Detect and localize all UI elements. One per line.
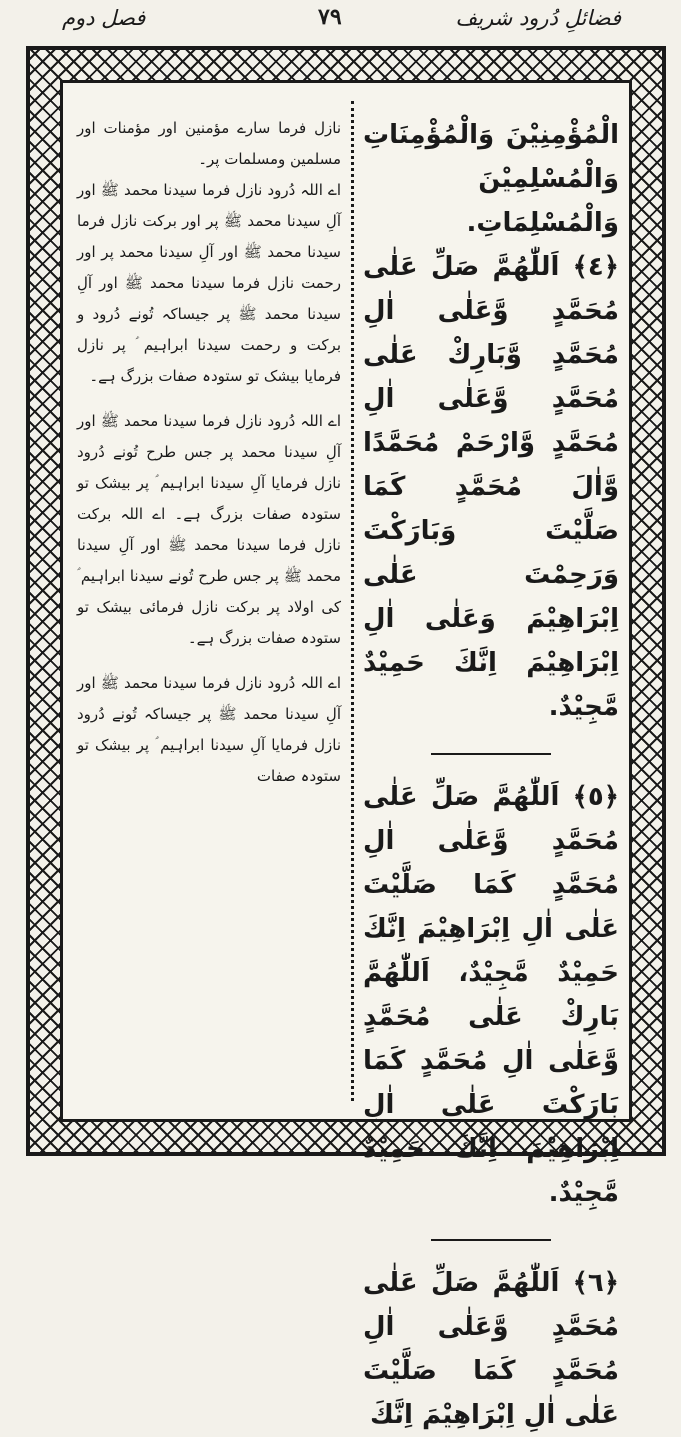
section-separator: [431, 753, 551, 755]
urdu-translation-column: [77, 113, 341, 1107]
chapter-label: فصل دوم: [62, 6, 146, 30]
text-area: [60, 80, 632, 1430]
arabic-paragraph-3: ﴿٥﴾ اَللّٰهُمَّ صَلِّ عَلٰى مُحَمَّدٍ وَّعَلٰى اٰلِ مُحَمَّدٍ كَمَا صَلَّيْتَ عَلٰى اٰلِ اِبْرَاهِيْمَ اِنَّكَ حَمِيْدٌ مَّجِيْدٌ، اَللّٰهُمَّ بَارِكْ عَلٰى مُحَمَّدٍ وَّعَلٰى اٰلِ مُحَمَّدٍ كَمَا بَارَكْتَ عَلٰى اٰلِ اِبْرَاهِيْمَ اِنَّكَ حَمِيْدٌ مَّجِيْدٌ.: [363, 782, 619, 1208]
arabic-column: [363, 113, 619, 1430]
arabic-paragraph-4: ﴿٦﴾ اَللّٰهُمَّ صَلِّ عَلٰى مُحَمَّدٍ وَّعَلٰى اٰلِ مُحَمَّدٍ كَمَا صَلَّيْتَ عَلٰى اٰلِ اِبْرَاهِيْمَ اِنَّكَ: [363, 1268, 619, 1430]
urdu-paragraph-3: اے اللہ دُرود نازل فرما سیدنا محمد ﷺ اور آلِ سیدنا محمد پر جس طرح تُونے دُرود نازل فرمایا آلِ سیدنا ابراہیم ؑ پر بیشک تو ستودہ صفات بزرگ ہے۔ اے اللہ برکت نازل فرما سیدنا محمد ﷺ اور آلِ سیدنا محمد ﷺ پر جس طرح تُونے سیدنا ابراہیم ؑ کی اولاد پر برکت نازل فرمائی بیشک تو ستودہ صفات بزرگ ہے۔: [77, 412, 341, 647]
urdu-paragraph-1: نازل فرما سارے مؤمنین اور مؤمنات اور مسلمین ومسلمات پر۔: [77, 119, 341, 168]
section-separator: [431, 1239, 551, 1241]
arabic-paragraph-1: الْمُؤْمِنِيْنَ وَالْمُؤْمِنَاتِ وَالْمُسْلِمِيْنَ وَالْمُسْلِمَاتِ.: [363, 120, 619, 238]
column-divider: [351, 101, 354, 1101]
ornamental-border: [26, 46, 666, 1430]
urdu-paragraph-4: اے اللہ دُرود نازل فرما سیدنا محمد ﷺ اور آلِ سیدنا محمد ﷺ پر جیساکہ تُونے دُرود نازل فرمایا آلِ سیدنا ابراہیم ؑ پر بیشک تو ستودہ صفات: [77, 674, 341, 785]
arabic-paragraph-2: ﴿٤﴾ اَللّٰهُمَّ صَلِّ عَلٰى مُحَمَّدٍ وَّعَلٰى اٰلِ مُحَمَّدٍ وَّبَارِكْ عَلٰى مُحَمَّدٍ وَّعَلٰى اٰلِ مُحَمَّدٍ وَّارْحَمْ مُحَمَّدًا وَّاٰلَ مُحَمَّدٍ كَمَا صَلَّيْتَ وَبَارَكْتَ وَرَحِمْتَ عَلٰى اِبْرَاهِيْمَ وَعَلٰى اٰلِ اِبْرَاهِيْمَ اِنَّكَ حَمِيْدٌ مَّجِيْدٌ.: [363, 252, 619, 722]
book-title: فضائلِ دُرود شریف: [455, 6, 621, 30]
page-number: ٧٩: [318, 4, 342, 30]
page-header: [0, 0, 681, 44]
urdu-paragraph-2: اے اللہ دُرود نازل فرما سیدنا محمد ﷺ اور آلِ سیدنا محمد ﷺ پر اور برکت نازل فرما سیدنا محمد ﷺ اور آلِ سیدنا محمد پر اور رحمت نازل فرما سیدنا محمد ﷺ اور آلِ سیدنا محمد ﷺ پر جیساکہ تُونے دُرود و برکت و رحمت سیدنا ابراہیم ؑ پر نازل فرمایا بیشک تو ستودہ صفات بزرگ ہے۔: [77, 181, 341, 385]
